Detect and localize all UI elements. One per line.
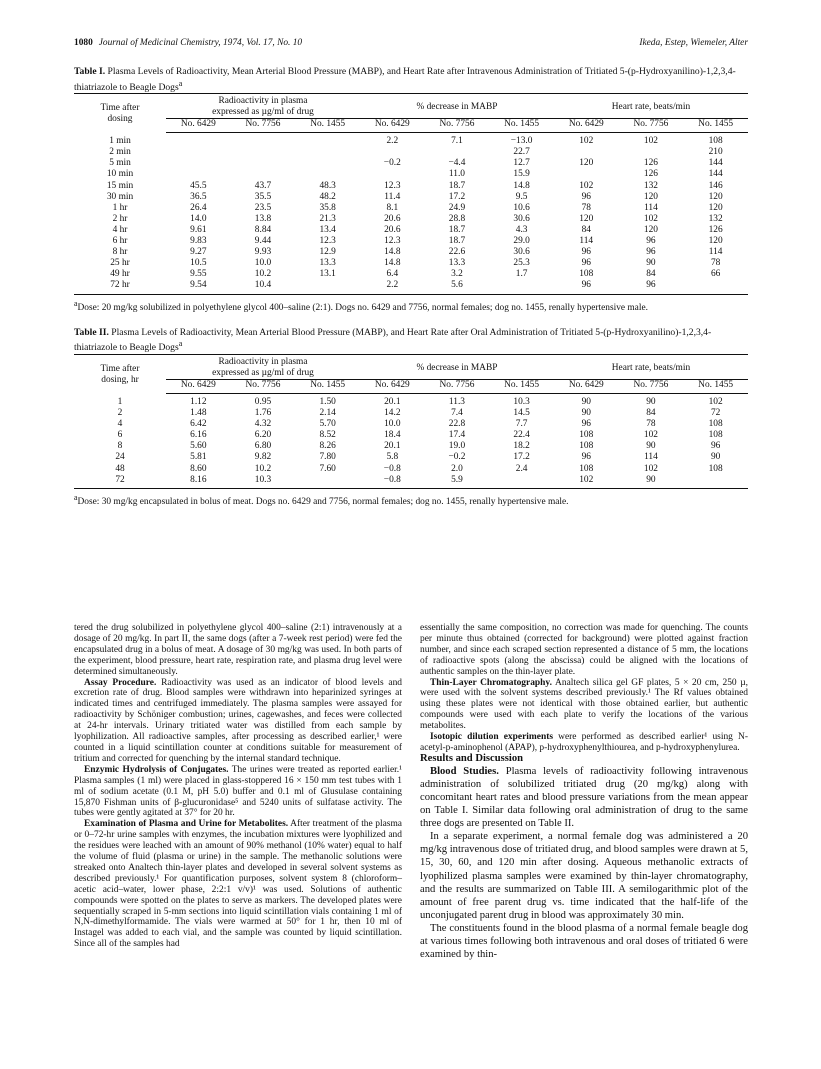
value-cell: 3.2 <box>451 269 463 280</box>
value-cell: 6.20 <box>254 430 272 441</box>
value-cell: 90 <box>581 408 591 419</box>
value-cell: 108 <box>708 430 723 441</box>
value-cell: 14.8 <box>384 258 401 269</box>
value-cell: 35.8 <box>319 202 336 213</box>
value-cell <box>360 147 425 158</box>
table1-mabp-header: % decrease in MABP <box>360 94 554 119</box>
value-cell: 108 <box>708 419 723 430</box>
value-cell: 9.5 <box>515 191 528 202</box>
paragraph-separate-experiment: In a separate experiment, a normal female dog was administered a 20 mg/kg intravenous dose of tritiated drug, and blood samples were drawn at 5, 15, 30, 60, and 120 min after dosing. Aqueous methanolic extracts of lyophilized plasma samples were examined by thin-layer chromatography, and the results are summarized on Table III. A semilogarithmic plot of the amount of free parent drug vs. time indicated that the half-life of the unconjugated parent drug in blood was approximately 30 min. <box>420 831 748 921</box>
value-cell: 5.60 <box>190 441 207 452</box>
time-cell: 15 min <box>106 180 134 191</box>
value-cell: 102 <box>643 463 658 474</box>
value-cell: 24.9 <box>448 202 466 213</box>
table2 <box>74 354 748 489</box>
value-cell: 126 <box>643 169 658 180</box>
value-cell: 96 <box>581 419 591 430</box>
value-cell: 10.3 <box>513 397 530 408</box>
value-cell: 7.80 <box>319 452 336 463</box>
value-cell: 29.0 <box>513 236 530 247</box>
section-title-results: Results and Discussion <box>420 752 524 764</box>
running-head-left <box>74 38 302 48</box>
dog-number-header: No. 7756 <box>619 380 684 394</box>
table-row <box>74 258 748 269</box>
value-cell: 12.7 <box>513 158 530 169</box>
value-cell: 114 <box>644 202 658 213</box>
time-cell: 8 <box>117 441 123 452</box>
value-cell: 20.1 <box>384 441 401 452</box>
value-cell: 84 <box>646 269 656 280</box>
value-cell: 96 <box>646 247 656 258</box>
table2-mabp-header: % decrease in MABP <box>360 355 554 380</box>
value-cell <box>166 147 231 158</box>
value-cell: 108 <box>579 269 594 280</box>
table2-caption-text: Plasma Levels of Radioactivity, Mean Arterial Blood Pressure (MABP), and Heart Rate after Oral Administration of Tritiated 5-(p-Hydroxyanilino)-1,2,3,4-thiatriazole to Beagle Dogs <box>74 326 712 354</box>
value-cell: 43.7 <box>254 180 272 191</box>
paragraph-enzymic-hydrolysis: Enzymic Hydrolysis of Conjugates. The urines were treated as reported earlier.¹ Plasma samples (1 ml) were placed in glass-stoppered 16 × 150 mm test tubes with 1 ml of sodium acetate (0.1 M, pH 5.0) buffer and 0.1 ml of Glusulase containing 15,870 Fishman units of β-glucuronidase⁵ and 5240 units of sulfatase activity. The tubes were gently agitated at 37° for 20 hr. <box>74 764 402 819</box>
table-row <box>74 441 748 452</box>
value-cell: 18.7 <box>448 180 466 191</box>
time-cell: 2 <box>117 408 123 419</box>
value-cell: 0.95 <box>254 397 272 408</box>
value-cell: 9.83 <box>190 236 207 247</box>
value-cell: 4.3 <box>515 224 528 235</box>
value-cell <box>295 280 360 294</box>
value-cell: 30.6 <box>513 213 530 224</box>
value-cell: 102 <box>554 475 619 489</box>
value-cell <box>619 147 684 158</box>
dog-number-header: No. 6429 <box>166 380 231 394</box>
value-cell <box>554 169 619 180</box>
value-cell: 10.5 <box>190 258 207 269</box>
value-cell: 8.60 <box>190 463 207 474</box>
value-cell: 120 <box>579 158 594 169</box>
value-cell: 20.6 <box>384 213 401 224</box>
value-cell: 20.6 <box>384 224 401 235</box>
value-cell: 8.26 <box>319 441 336 452</box>
value-cell: 23.5 <box>254 202 272 213</box>
value-cell: 210 <box>708 147 723 158</box>
value-cell: 108 <box>579 463 594 474</box>
value-cell: 5.8 <box>386 452 399 463</box>
value-cell: 96 <box>554 280 619 294</box>
table2-caption: Table II. Plasma Levels of Radioactivity, Mean Arterial Blood Pressure (MABP), and Heart Rate after Oral Administration of Tritiated 5-(p-Hydroxyanilino)-1,2,3,4-thiatriazole to Beagle Dogs$^a$ <box>74 326 712 354</box>
value-cell: −0.8 <box>360 475 425 489</box>
value-cell: 10.3 <box>231 475 296 489</box>
value-cell: 6.16 <box>190 430 207 441</box>
value-cell: 13.3 <box>319 258 336 269</box>
value-cell: 120 <box>708 202 723 213</box>
value-cell: 45.5 <box>190 180 207 191</box>
dog-number-header: No. 6429 <box>360 380 425 394</box>
time-cell: 6 <box>117 430 123 441</box>
table2-hr-header: Heart rate, beats/min <box>554 355 748 380</box>
value-cell: 7.1 <box>451 136 463 147</box>
value-cell: 48.2 <box>319 191 336 202</box>
value-cell: 78 <box>646 419 656 430</box>
time-cell: 1 min <box>109 135 131 146</box>
value-cell: 90 <box>646 258 656 269</box>
value-cell: 114 <box>644 452 658 463</box>
time-cell: 2 min <box>109 147 131 158</box>
value-cell: 108 <box>579 441 594 452</box>
value-cell: 10.6 <box>513 202 530 213</box>
value-cell: −4.4 <box>448 158 466 169</box>
time-cell: 49 hr <box>110 269 130 280</box>
dog-number-header: No. 6429 <box>166 119 231 133</box>
value-cell: 30.6 <box>513 247 530 258</box>
table2-radio-header: Radioactivity in plasma expressed as µg/ml of drug <box>166 355 360 380</box>
table1 <box>74 93 748 294</box>
table-row <box>74 147 748 158</box>
value-cell: 102 <box>708 397 723 408</box>
time-cell: 48 <box>115 463 125 474</box>
value-cell: 120 <box>708 236 723 247</box>
value-cell: 17.2 <box>448 191 466 202</box>
value-cell: 2.2 <box>360 280 425 294</box>
value-cell: 7.60 <box>319 463 336 474</box>
value-cell: 120 <box>643 224 658 235</box>
value-cell: 96 <box>581 247 591 258</box>
dog-number-header: No. 7756 <box>231 380 296 394</box>
table-row <box>74 280 748 294</box>
dog-number-header: No. 1455 <box>295 380 360 394</box>
value-cell: 22.8 <box>448 419 466 430</box>
value-cell: 4.32 <box>254 419 272 430</box>
value-cell: 1.7 <box>515 269 528 280</box>
table-row <box>74 430 748 441</box>
time-cell: 10 min <box>106 169 134 180</box>
table1-caption-text: Plasma Levels of Radioactivity, Mean Arterial Blood Pressure (MABP), and Heart Rate after Intravenous Administration of Tritiated 5-(p-Hydroxyanilino)-1,2,3,4-thiatriazole to Beagle Dogs <box>74 66 736 93</box>
value-cell: 18.4 <box>384 430 401 441</box>
time-cell: 5 min <box>109 158 131 169</box>
paragraph-examination: Examination of Plasma and Urine for Metabolites. After treatment of the plasma or 0–72-hr urine samples with enzymes, the incubation mixtures were lyophilized and the residues were leached with an amount of 90% methanol (10% water) equal to half the volume of fluid (plasma or urine) in the sample. The methanolic solutions were streaked onto Analtech thin-layer plates and developed in several solvent systems as described previously.¹ For quantification purposes, solvent system 8 (chloroform–acetic acid–water, lower phase, 2:2:1 v/v)¹ was used. Solutions of authentic compounds were spotted on the plates to serve as markers. The developed plates were sequentially scraped in 5-mm sections into liquid scintillation vials containing 1 ml of N,N-dimethylformamide. The vials were warmed at 50° for 1 hr, then 10 ml of Instagel was added to each vial, and the sample was counted by liquid scintillation. Since all of the samples had <box>74 819 402 950</box>
dog-number-header: No. 7756 <box>425 119 490 133</box>
table1-footnote: $^a$Dose: 20 mg/kg solubilized in polyethylene glycol 400–saline (2:1). Dogs no. 6429 and 7756, normal females; dog no. 1455, renally hypertensive male. <box>74 298 648 313</box>
value-cell: 146 <box>708 180 723 191</box>
value-cell: 1.12 <box>190 397 207 408</box>
value-cell: 26.4 <box>190 202 207 213</box>
value-cell: 15.9 <box>513 169 530 180</box>
value-cell: 132 <box>708 213 723 224</box>
value-cell: 5.9 <box>425 475 490 489</box>
time-cell: 30 min <box>106 191 134 202</box>
value-cell: 6.42 <box>190 419 207 430</box>
value-cell: 84 <box>646 408 656 419</box>
value-cell: 78 <box>710 258 721 269</box>
value-cell: 126 <box>643 158 658 169</box>
value-cell: 18.7 <box>448 236 466 247</box>
value-cell: 96 <box>619 280 684 294</box>
time-cell: 72 <box>74 475 166 489</box>
value-cell: 22.7 <box>513 147 530 158</box>
dog-number-header: No. 1455 <box>489 380 554 394</box>
time-cell: 24 <box>115 452 125 463</box>
value-cell: 12.3 <box>384 236 401 247</box>
value-cell: 66 <box>710 269 721 280</box>
value-cell: 8.52 <box>319 430 336 441</box>
value-cell: 102 <box>643 136 658 147</box>
value-cell: 96 <box>581 258 591 269</box>
page-number: 1080 <box>74 38 93 48</box>
value-cell: 14.0 <box>190 213 207 224</box>
dog-number-header: No. 6429 <box>554 119 619 133</box>
value-cell: 22.6 <box>448 247 466 258</box>
paragraph-part-ii: tered the drug solubilized in polyethylene glycol 400–saline (2:1) intravenously at a dosage of 20 mg/kg. In part II, the same dogs (after a 7-week rest period) were fed the encapsulated drug in a bolus of meat. A dosage of 30 mg/kg was used. In both parts of the experiment, blood pressure, heart rate, respiration rate, and plasma drug level were determined simultaneously. <box>74 623 402 677</box>
value-cell: 9.54 <box>166 280 231 294</box>
value-cell <box>166 158 231 169</box>
dog-number-header: No. 1455 <box>683 380 748 394</box>
value-cell: 13.4 <box>319 224 336 235</box>
value-cell: 5.70 <box>319 419 336 430</box>
table-row <box>74 181 748 192</box>
value-cell <box>489 280 554 294</box>
value-cell <box>166 169 231 180</box>
value-cell: 90 <box>646 441 656 452</box>
value-cell: 14.5 <box>513 408 530 419</box>
value-cell <box>554 147 619 158</box>
value-cell: 25.3 <box>513 258 530 269</box>
value-cell: 1.76 <box>254 408 272 419</box>
table-row <box>74 192 748 203</box>
time-cell: 1 hr <box>112 202 128 213</box>
value-cell: −13.0 <box>510 136 533 147</box>
dog-number-header: No. 6429 <box>554 380 619 394</box>
paragraph-isotopic-dilution: Isotopic dilution experiments were performed as described earlier¹ using N-acetyl-p-aminophenol (APAP), p-hydroxyphenylthiourea, and p-hydroxyphenylurea. <box>420 732 748 753</box>
table-row <box>74 452 748 463</box>
value-cell: 84 <box>581 224 591 235</box>
value-cell: −0.2 <box>448 452 466 463</box>
value-cell: 96 <box>710 441 721 452</box>
value-cell: 9.55 <box>190 269 207 280</box>
value-cell: 108 <box>579 430 594 441</box>
value-cell: 13.8 <box>254 213 272 224</box>
value-cell: 35.5 <box>254 191 272 202</box>
table1-radio-header: Radioactivity in plasma expressed as µg/ml of drug <box>166 94 360 119</box>
value-cell: 90 <box>710 452 721 463</box>
paragraph-blood-studies: Blood Studies. Plasma levels of radioactivity following intravenous administration of solubilized tritiated drug (20 mg/kg) along with concomitant heart rates and blood pressure variations from the mean appear on Table I. Similar data following oral administration of drug to the same three dogs are presented on Table II. <box>420 765 748 830</box>
value-cell: 9.82 <box>254 452 272 463</box>
value-cell: 11.3 <box>448 397 465 408</box>
journal-page <box>74 38 748 961</box>
time-cell: 6 hr <box>112 236 128 247</box>
table1-label: Table I. <box>74 66 106 77</box>
value-cell: 8.1 <box>386 202 399 213</box>
value-cell: 5.81 <box>190 452 207 463</box>
value-cell <box>489 475 554 489</box>
value-cell: 2.4 <box>515 463 528 474</box>
time-cell: 2 hr <box>112 213 128 224</box>
value-cell: 9.61 <box>190 224 207 235</box>
value-cell: 7.4 <box>451 408 463 419</box>
value-cell <box>295 147 360 158</box>
value-cell: 144 <box>708 158 723 169</box>
value-cell: 72 <box>710 408 721 419</box>
value-cell: 48.3 <box>319 180 336 191</box>
table-row <box>74 203 748 214</box>
value-cell: 6.4 <box>386 269 399 280</box>
value-cell: 114 <box>708 247 723 258</box>
value-cell: −0.2 <box>383 158 401 169</box>
value-cell: 132 <box>643 180 658 191</box>
value-cell: 1.48 <box>190 408 207 419</box>
table-row <box>74 394 748 409</box>
table-row <box>74 214 748 225</box>
value-cell: −0.8 <box>383 463 401 474</box>
table1-time-header: Time after dosing <box>74 94 166 133</box>
value-cell <box>295 475 360 489</box>
value-cell: 6.80 <box>254 441 272 452</box>
value-cell: 10.0 <box>384 419 401 430</box>
value-cell: 21.3 <box>319 213 336 224</box>
value-cell <box>295 133 360 148</box>
value-cell: 12.9 <box>319 247 336 258</box>
value-cell <box>166 133 231 148</box>
table2-time-header: Time after dosing, hr <box>74 355 166 394</box>
dog-number-header: No. 1455 <box>489 119 554 133</box>
value-cell <box>231 147 296 158</box>
table-row <box>74 475 748 489</box>
table-row <box>74 158 748 169</box>
value-cell: 120 <box>708 191 723 202</box>
value-cell <box>231 133 296 148</box>
dog-number-header: No. 1455 <box>683 119 748 133</box>
table-row <box>74 169 748 180</box>
value-cell: 96 <box>646 236 656 247</box>
paragraph-assay: Assay Procedure. Radioactivity was used as an indicator of blood levels and excretion rate of drug. Blood samples were withdrawn into heparinized syringes at indicated times and centrifuged immediately. The plasma samples were assayed for radioactivity by Schöniger combustion; urines, cagewashes, and feces were collected at 24-hr intervals. Urinary tritiated water was distilled from each sample by lyophilization. All radioactive samples, after processing as described earlier,¹ were counted in a liquid scintillation counter at conditions suitable for measurement of tritium and corrected for quenching by the internal standard technique. <box>74 677 403 764</box>
table2-footnote: $^a$Dose: 30 mg/kg encapsulated in bolus of meat. Dogs no. 6429 and 7756, normal females; dog no. 1455, renally hypertensive male. <box>74 492 569 507</box>
value-cell: 18.7 <box>448 224 466 235</box>
value-cell: 108 <box>708 463 723 474</box>
paragraph-quenching: essentially the same composition, no correction was made for quenching. The counts per minute thus obtained (corrected for background) were plotted against fraction number, and since each scraped section represented a distance of 5 mm, the locations of radioactive spots (along the abscissa) could be aligned with the locations of authentic samples on the thin-layer plate. <box>420 623 748 677</box>
value-cell: 18.2 <box>513 441 530 452</box>
value-cell: 19.0 <box>448 441 466 452</box>
value-cell: 120 <box>643 191 658 202</box>
dog-number-header: No. 6429 <box>360 119 425 133</box>
dog-number-header: No. 7756 <box>231 119 296 133</box>
value-cell: 17.2 <box>513 452 530 463</box>
time-cell: 4 <box>117 419 123 430</box>
value-cell: 1.50 <box>319 397 336 408</box>
time-cell: 25 hr <box>110 258 130 269</box>
value-cell: 9.27 <box>190 247 207 258</box>
table-row <box>74 408 748 419</box>
value-cell: 17.4 <box>448 430 466 441</box>
value-cell: 9.44 <box>254 236 272 247</box>
value-cell <box>295 169 360 180</box>
paragraph-tlc: Thin-Layer Chromatography. Analtech silica gel GF plates, 5 × 20 cm, 250 µ, were used with the solvent systems described previously.¹ The Rf values obtained using these plates were not identical with those obtained earlier, but authentic compounds were used with each plate to verify the locations of the various metabolites. <box>420 677 748 732</box>
value-cell: 102 <box>579 136 594 147</box>
value-cell <box>683 280 748 294</box>
dog-number-header: No. 1455 <box>295 119 360 133</box>
value-cell <box>231 169 296 180</box>
table-row <box>74 419 748 430</box>
time-cell: 4 hr <box>112 224 128 235</box>
value-cell: 10.2 <box>254 269 272 280</box>
value-cell: 90 <box>619 475 684 489</box>
value-cell: 14.8 <box>513 180 530 191</box>
value-cell: 22.4 <box>513 430 530 441</box>
value-cell <box>425 147 490 158</box>
table-row <box>74 225 748 236</box>
value-cell: 126 <box>708 224 723 235</box>
value-cell: 8.84 <box>254 224 272 235</box>
dog-number-header: No. 7756 <box>619 119 684 133</box>
value-cell: 36.5 <box>190 191 207 202</box>
value-cell: 90 <box>581 397 591 408</box>
table2-label: Table II. <box>74 326 109 338</box>
value-cell: 114 <box>579 236 594 247</box>
time-cell: 1 <box>117 396 123 407</box>
value-cell: 10.2 <box>254 463 272 474</box>
value-cell: 13.1 <box>319 269 336 280</box>
running-head <box>74 38 748 54</box>
right-column <box>420 623 748 961</box>
table-row <box>74 464 748 475</box>
author-list: Ikeda, Estep, Wiemeler, Alter <box>639 38 748 48</box>
value-cell: 90 <box>646 397 656 408</box>
value-cell: 28.8 <box>448 213 466 224</box>
time-cell: 72 hr <box>74 280 166 294</box>
value-cell: 8.16 <box>166 475 231 489</box>
value-cell: 102 <box>643 430 658 441</box>
table-row <box>74 236 748 247</box>
value-cell: 9.93 <box>254 247 272 258</box>
value-cell: 11.4 <box>384 191 401 202</box>
table-row <box>74 269 748 280</box>
value-cell <box>295 158 360 169</box>
value-cell: 14.8 <box>384 247 401 258</box>
time-cell: 8 hr <box>112 247 128 258</box>
value-cell: 20.1 <box>384 397 401 408</box>
value-cell <box>683 475 748 489</box>
value-cell: 11.0 <box>448 169 465 180</box>
left-column <box>74 623 402 950</box>
value-cell: 144 <box>708 169 723 180</box>
value-cell: 96 <box>581 452 591 463</box>
value-cell: 2.0 <box>451 463 463 474</box>
value-cell: 2.2 <box>386 136 399 147</box>
dog-number-header: No. 7756 <box>425 380 490 394</box>
value-cell <box>231 158 296 169</box>
value-cell: 96 <box>581 191 591 202</box>
table1-caption: Table I. Plasma Levels of Radioactivity, Mean Arterial Blood Pressure (MABP), and Heart Rate after Intravenous Administration of Tritiated 5-(p-Hydroxyanilino)-1,2,3,4-thiatriazole to Beagle Dogs$^a$ <box>74 66 736 93</box>
value-cell: 78 <box>581 202 591 213</box>
value-cell: 102 <box>643 213 658 224</box>
value-cell <box>360 169 425 180</box>
value-cell: 7.7 <box>515 419 528 430</box>
value-cell: 120 <box>579 213 594 224</box>
value-cell: 13.3 <box>448 258 466 269</box>
table-row <box>74 133 748 148</box>
table1-hr-header: Heart rate, beats/min <box>554 94 748 119</box>
value-cell: 14.2 <box>384 408 401 419</box>
paragraph-constituents: The constituents found in the blood plasma of a normal female beagle dog at various times following both intravenous and oral doses of tritiated 6 were examined by thin- <box>420 922 748 961</box>
value-cell: 108 <box>708 136 723 147</box>
value-cell: 5.6 <box>425 280 490 294</box>
value-cell: 10.0 <box>254 258 272 269</box>
value-cell: 12.3 <box>319 236 336 247</box>
value-cell: 102 <box>579 180 594 191</box>
value-cell: 12.3 <box>384 180 401 191</box>
journal-citation: Journal of Medicinal Chemistry, 1974, Vol. 17, No. 10 <box>98 38 303 48</box>
value-cell: 2.14 <box>319 408 336 419</box>
value-cell: 10.4 <box>231 280 296 294</box>
table-row <box>74 247 748 258</box>
